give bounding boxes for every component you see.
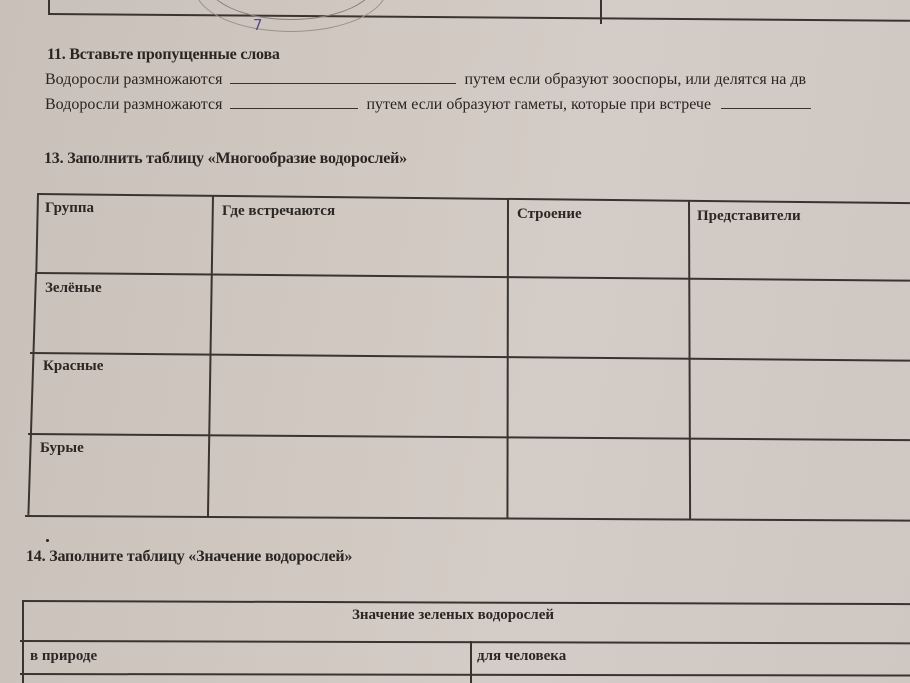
answer-blank-2[interactable] bbox=[230, 94, 358, 109]
task-13-title: 13. Заполнить таблицу «Многообразие водорослей» bbox=[44, 150, 407, 167]
cell-red-structure[interactable] bbox=[511, 360, 685, 432]
cell-in-nature[interactable] bbox=[26, 676, 466, 683]
task-11-title: 11. Вставьте пропущенные слова bbox=[47, 46, 280, 63]
task-14-title: 14. Заполните таблицу «Значение водорослей» bbox=[26, 548, 353, 565]
cell-brown-examples[interactable] bbox=[692, 441, 907, 515]
task-11-line-1 bbox=[45, 69, 806, 89]
line-1-prefix: Водоросли размножаются bbox=[45, 71, 223, 88]
cell-brown-structure[interactable] bbox=[511, 440, 685, 514]
header-in-nature: в природе bbox=[30, 648, 98, 664]
line-2-suffix: путем если образуют гаметы, которые при встрече bbox=[366, 96, 712, 113]
row-label-green: Зелёные bbox=[45, 280, 102, 296]
table-caption: Значение зеленых водорослей bbox=[352, 607, 555, 623]
handwritten-annotation: 7 bbox=[253, 16, 263, 34]
cell-red-examples[interactable] bbox=[692, 362, 907, 434]
row-label-red: Красные bbox=[43, 358, 104, 374]
task-11-line-2 bbox=[45, 94, 811, 114]
header-where: Где встречаются bbox=[222, 203, 336, 219]
cell-brown-where[interactable] bbox=[212, 438, 504, 512]
header-group: Группа bbox=[45, 200, 95, 216]
cell-green-examples[interactable] bbox=[692, 282, 907, 354]
header-examples: Представители bbox=[697, 208, 801, 224]
line-2-prefix: Водоросли размножаются bbox=[45, 96, 223, 113]
cell-green-structure[interactable] bbox=[511, 280, 685, 352]
cell-red-where[interactable] bbox=[214, 358, 504, 430]
answer-blank-1[interactable] bbox=[230, 69, 456, 84]
cell-green-where[interactable] bbox=[216, 278, 504, 350]
pencil-drawing-outer bbox=[195, 0, 387, 32]
header-structure: Строение bbox=[517, 206, 582, 222]
cell-for-humans[interactable] bbox=[474, 676, 910, 683]
row-label-brown: Бурые bbox=[40, 440, 84, 456]
header-for-humans: для человека bbox=[477, 648, 567, 664]
stray-dot bbox=[46, 539, 49, 542]
line-1-suffix: путем если образуют зооспоры, или делятся на дв bbox=[464, 71, 807, 88]
answer-blank-3[interactable] bbox=[721, 94, 811, 109]
